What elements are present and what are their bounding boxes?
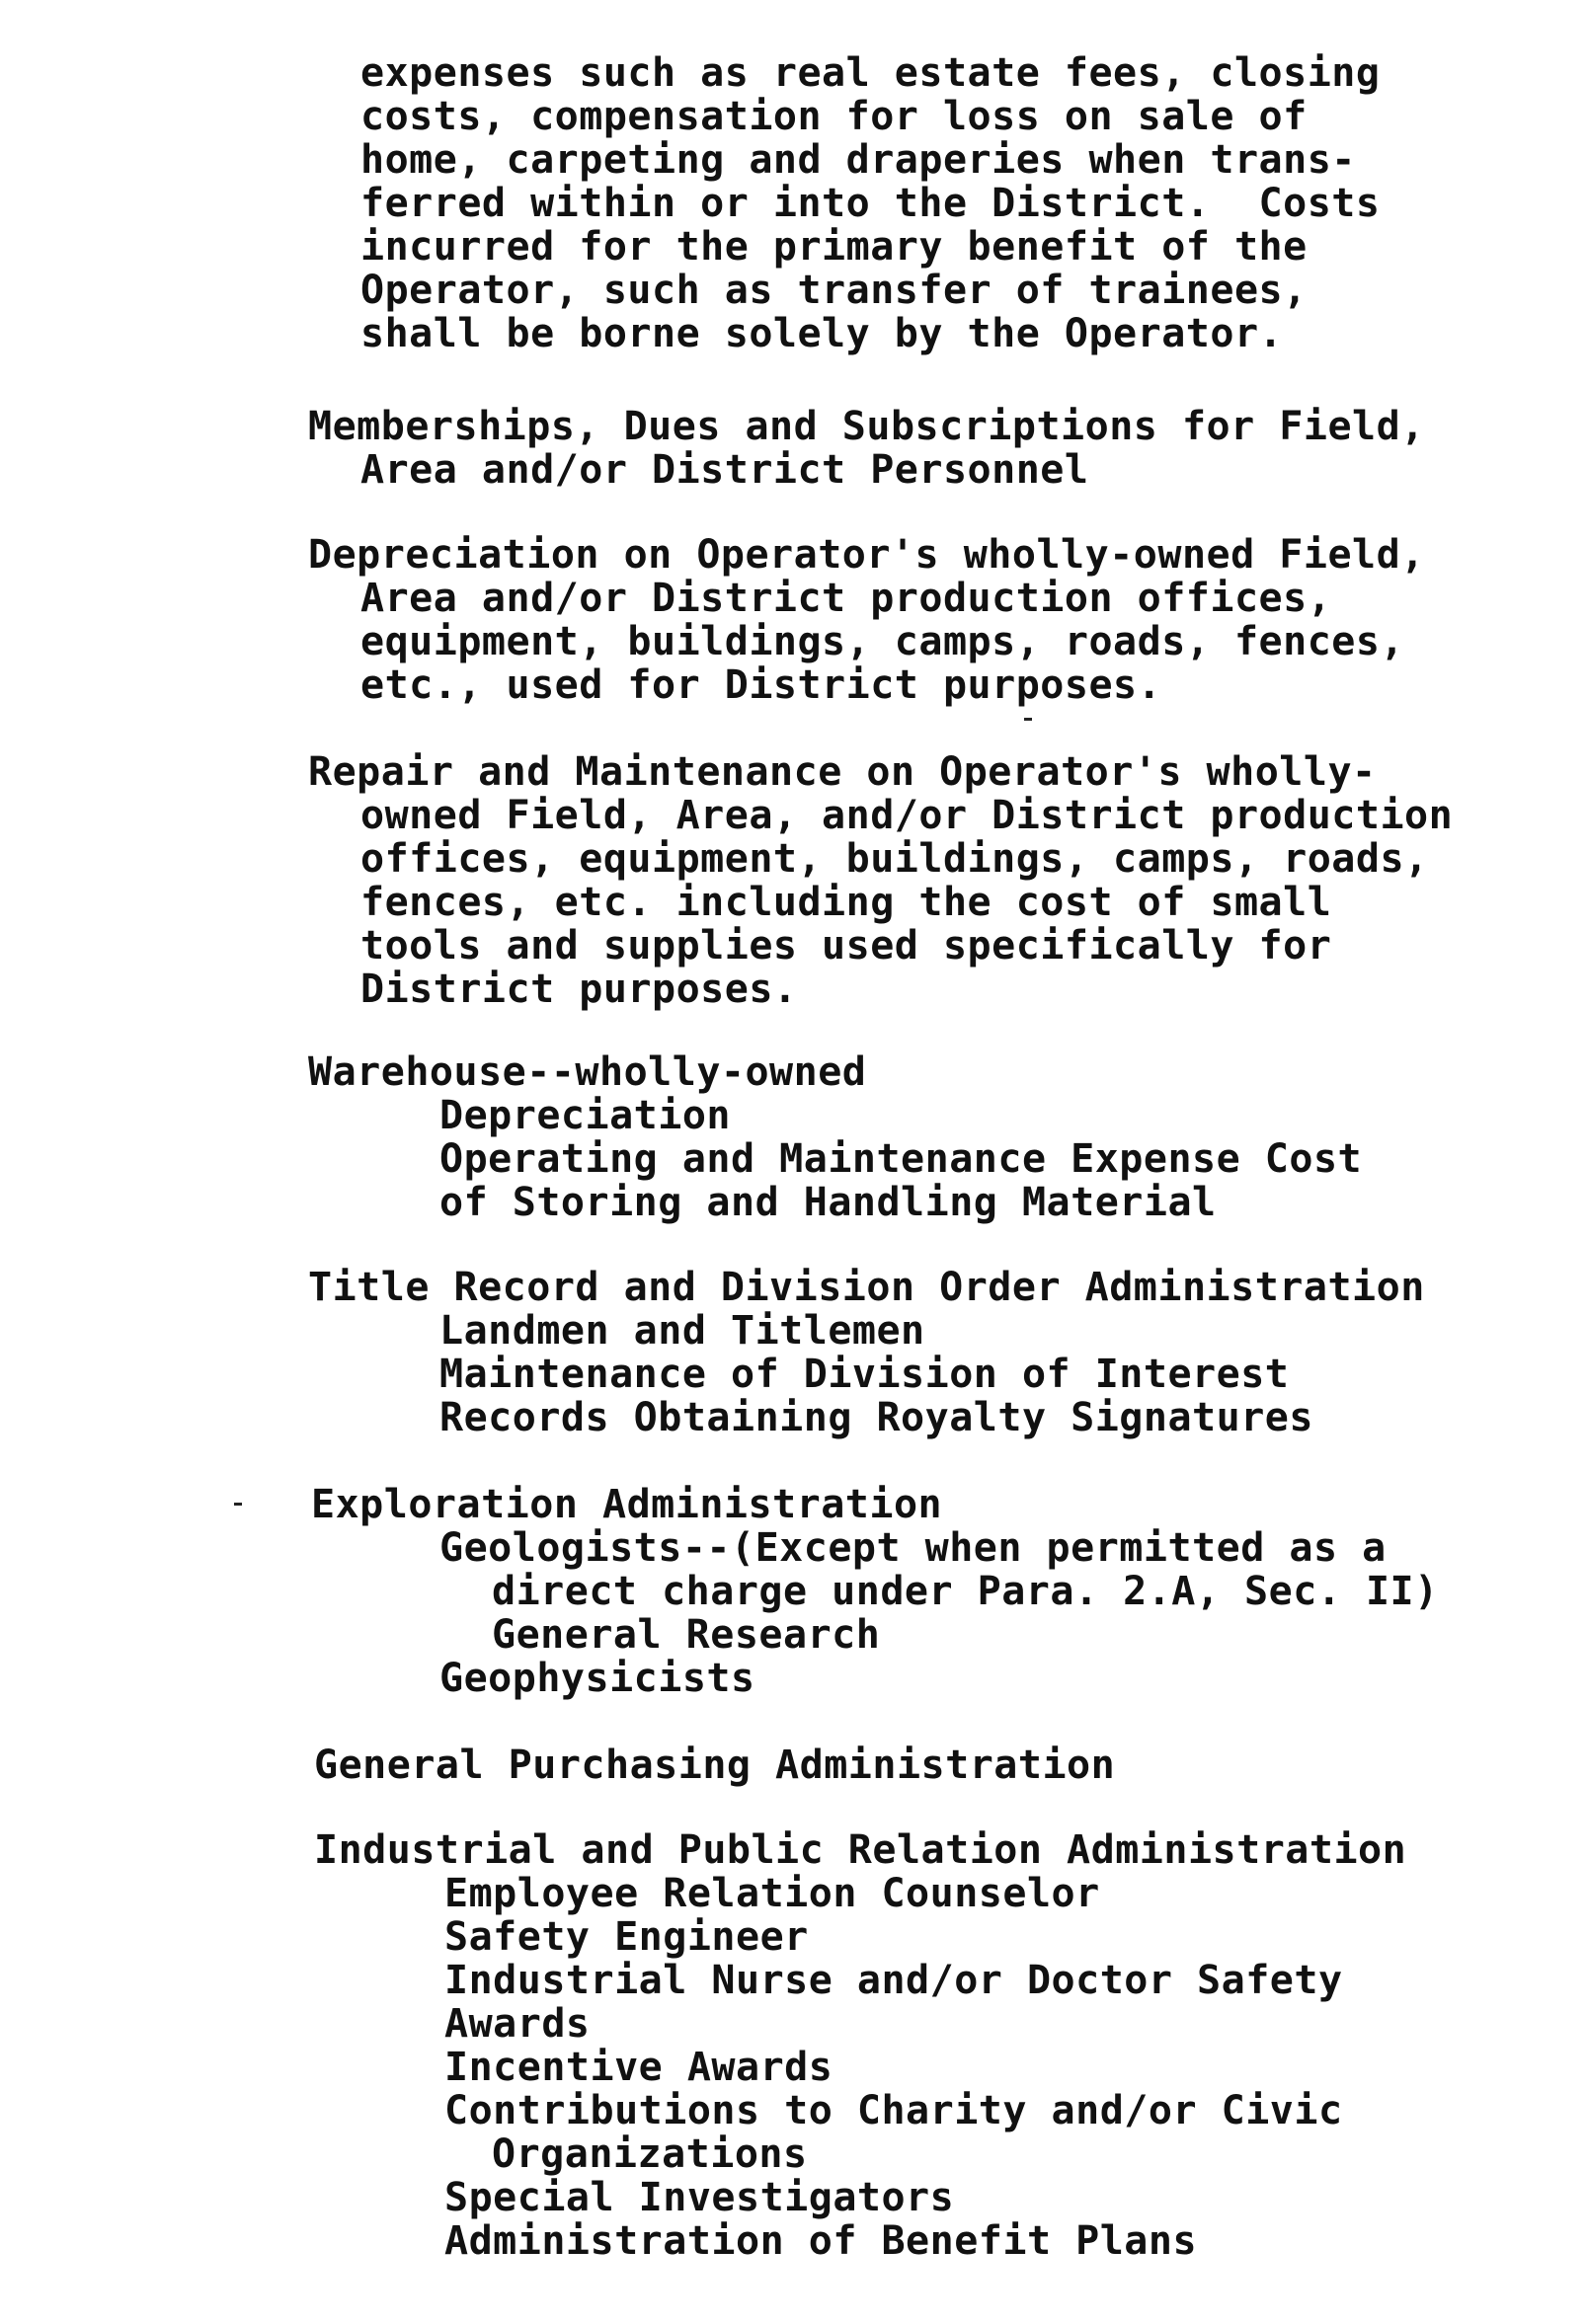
exploration-subitem: General Research — [492, 1612, 881, 1658]
repair-line: District purposes. — [360, 967, 798, 1012]
depreciation-heading: Depreciation on Operator's wholly-owned Field, — [308, 532, 1425, 578]
repair-line: tools and supplies used specifically for — [360, 923, 1332, 968]
industrial-heading: Industrial and Public Relation Administration — [314, 1827, 1407, 1873]
depreciation-line: equipment, buildings, camps, roads, fences, — [360, 619, 1405, 664]
paragraph-line: expenses such as real estate fees, closing — [360, 50, 1381, 96]
exploration-item: Geophysicists — [439, 1656, 755, 1701]
paragraph-line: ferred within or into the District. Costs — [360, 181, 1381, 226]
warehouse-item: of Storing and Handling Material — [439, 1180, 1217, 1225]
repair-heading: Repair and Maintenance on Operator's wholly- — [308, 749, 1377, 795]
industrial-item: Administration of Benefit Plans — [444, 2218, 1198, 2264]
warehouse-item: Depreciation — [439, 1093, 731, 1138]
industrial-subitem: Organizations — [492, 2131, 808, 2177]
warehouse-item: Operating and Maintenance Expense Cost — [439, 1136, 1363, 1182]
exploration-subitem: direct charge under Para. 2.A, Sec. II) — [492, 1569, 1439, 1614]
stray-mark — [234, 1503, 242, 1506]
repair-line: owned Field, Area, and/or District production — [360, 793, 1454, 838]
memberships-heading: Memberships, Dues and Subscriptions for Field, — [308, 404, 1425, 449]
paragraph-line: Operator, such as transfer of trainees, — [360, 268, 1308, 313]
paragraph-line: home, carpeting and draperies when trans- — [360, 137, 1356, 183]
purchasing-heading: General Purchasing Administration — [314, 1743, 1116, 1788]
industrial-item: Special Investigators — [444, 2175, 955, 2220]
exploration-item: Geologists--(Except when permitted as a — [439, 1525, 1387, 1571]
repair-line: offices, equipment, buildings, camps, roads, — [360, 836, 1429, 882]
industrial-item: Industrial Nurse and/or Doctor Safety — [444, 1958, 1343, 2003]
industrial-item: Safety Engineer — [444, 1914, 809, 1960]
title-record-item: Maintenance of Division of Interest — [439, 1352, 1290, 1397]
depreciation-line: Area and/or District production offices, — [360, 576, 1332, 621]
paragraph-line: shall be borne solely by the Operator. — [360, 311, 1284, 356]
industrial-item: Awards — [444, 2001, 591, 2047]
stray-mark — [1024, 718, 1032, 721]
industrial-item: Incentive Awards — [444, 2045, 833, 2090]
memberships-line: Area and/or District Personnel — [360, 447, 1089, 493]
depreciation-line: etc., used for District purposes. — [360, 662, 1162, 708]
warehouse-heading: Warehouse--wholly-owned — [308, 1049, 867, 1095]
industrial-item: Employee Relation Counselor — [444, 1871, 1100, 1916]
paragraph-line: incurred for the primary benefit of the — [360, 224, 1308, 270]
title-record-item: Landmen and Titlemen — [439, 1308, 925, 1354]
repair-line: fences, etc. including the cost of small — [360, 880, 1332, 925]
title-record-item: Records Obtaining Royalty Signatures — [439, 1395, 1313, 1440]
exploration-heading: Exploration Administration — [311, 1482, 943, 1527]
industrial-item: Contributions to Charity and/or Civic — [444, 2088, 1343, 2133]
title-record-heading: Title Record and Division Order Administration — [308, 1265, 1425, 1310]
paragraph-line: costs, compensation for loss on sale of — [360, 94, 1308, 139]
